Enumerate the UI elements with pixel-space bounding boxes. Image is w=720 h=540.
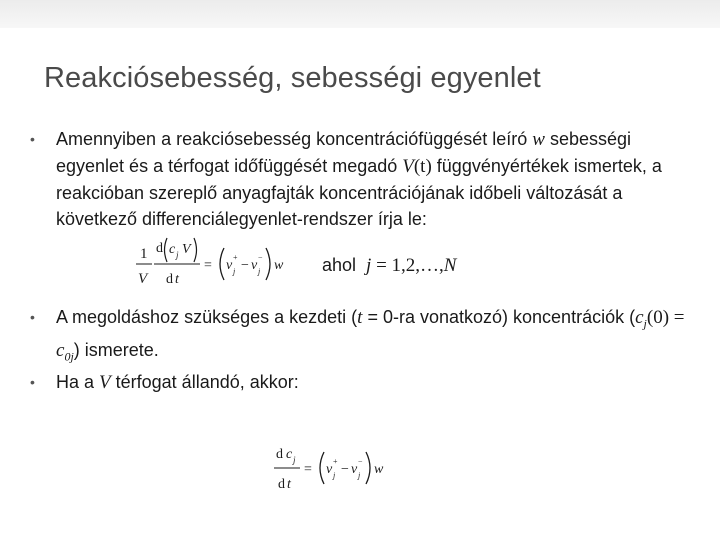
bullet-1: • Amennyiben a reakciósebesség koncentrációfüggését leíró w sebességi egyenlet és a térfogat időfüggését megadó V(t) függvényértékek ismertek, a reakcióban szereplő anyagfajták koncentrációjának időbeli változását a következő differenciálegyenlet-rendszer írja le: [30,126,690,232]
svg-text:d: d [166,272,173,287]
svg-text:c: c [286,447,293,462]
svg-text:+: + [333,457,338,466]
index-range: ahol j = 1,2,…,N [322,255,457,276]
svg-text:V: V [182,242,191,257]
svg-text:j: j [333,471,336,480]
svg-text:−: − [241,258,249,273]
svg-text:−: − [258,253,263,262]
svg-text:ν: ν [351,462,358,477]
svg-text:1: 1 [140,246,148,262]
svg-text:V: V [138,271,148,287]
svg-text:+: + [233,253,238,262]
slide-body [30,126,690,396]
equation-row-1 [30,236,690,298]
svg-text:w: w [374,462,384,477]
svg-text:w: w [274,258,284,273]
svg-text:t: t [287,477,291,492]
svg-text:ν: ν [251,258,258,273]
svg-text:j: j [258,267,261,276]
svg-text:j: j [233,267,236,276]
bullet-3: • Ha a V térfogat állandó, akkor: [30,369,690,396]
slide-title: Reakciósebesség, sebességi egyenlet [44,62,541,94]
svg-text:d: d [276,447,283,462]
svg-text:=: = [304,462,312,477]
svg-text:j: j [293,455,296,465]
svg-text:d: d [278,477,285,492]
svg-text:ν: ν [326,462,333,477]
equation-2 [270,438,440,502]
svg-text:−: − [341,462,349,477]
top-band [0,0,720,28]
svg-text:c: c [169,242,176,257]
svg-text:d: d [156,241,163,256]
svg-text:=: = [204,258,212,273]
svg-text:−: − [358,457,363,466]
bullet-2: • A megoldáshoz szükséges a kezdeti (t = 0-ra vonatkozó) koncentrációk $(c_j(0) = c_{0j})$ ismerete. [30,304,690,369]
equation-1 [132,236,322,296]
svg-text:ν: ν [226,258,233,273]
svg-text:j: j [358,471,361,480]
svg-text:t: t [175,272,179,287]
svg-text:j: j [176,250,179,260]
